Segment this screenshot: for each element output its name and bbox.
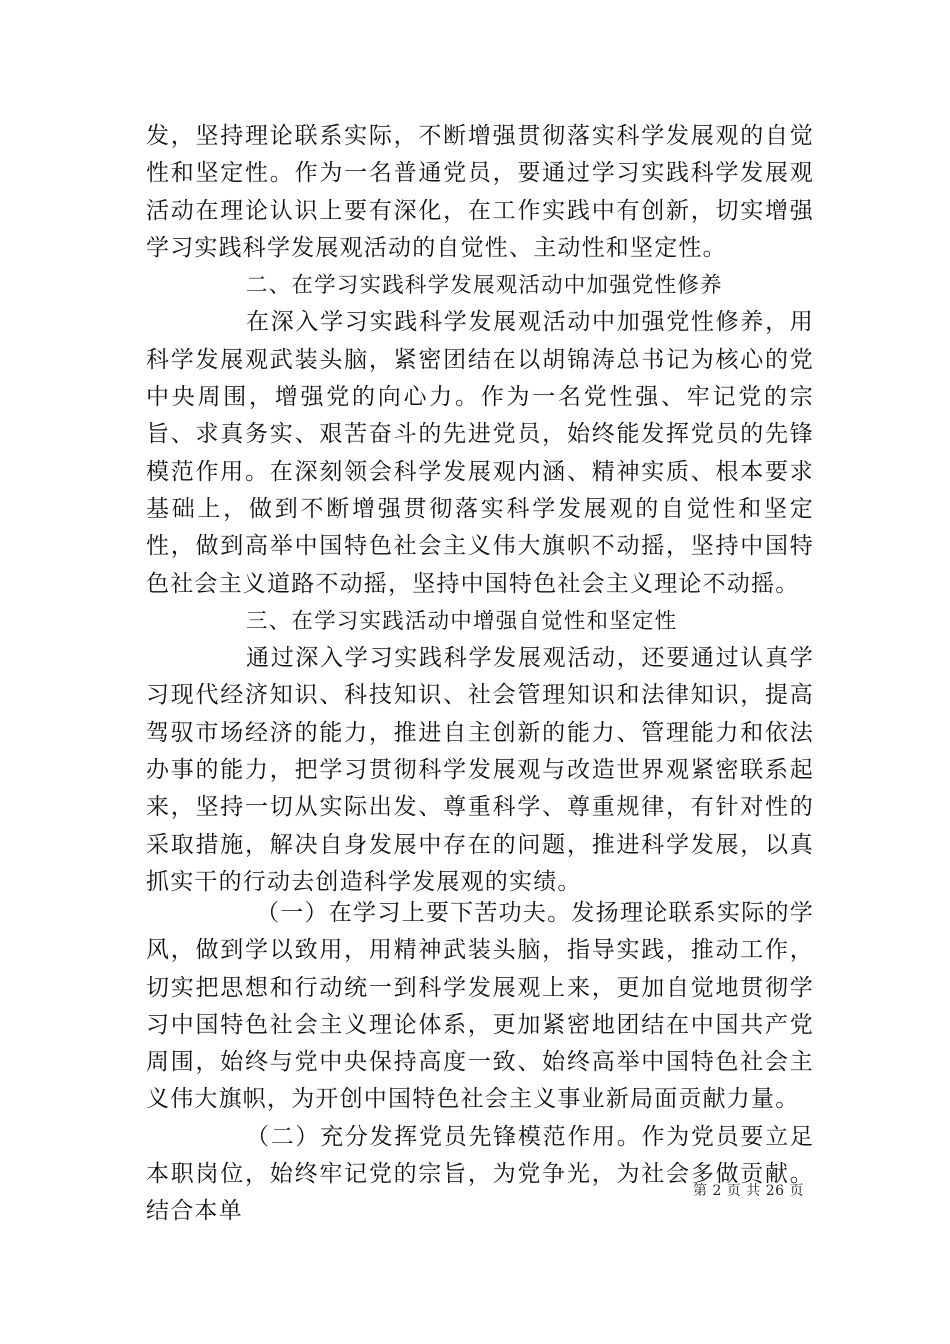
paragraph-4: （一）在学习上要下苦功夫。发扬理论联系实际的学风，做到学以致用，用精神武装头脑，指导实践，推动工作，切实把思想和行动统一到科学发展观上来，更加自觉地贯彻学习中国特色社会主义理论体系，更加紧密地团结在中国共产党周围，始终与党中央保持高度一致、始终高举中国特色社会主义伟大旗帜，为开创中国特色社会主义事业新局面贡献力量。 [146,900,814,1113]
section-heading-3: 三、在学习实践活动中增强自觉性和坚定性 [246,608,678,634]
page-number: 第 2 页 共 26 页 [693,1183,804,1199]
section-heading-2: 二、在学习实践科学发展观活动中加强党性修养 [246,273,723,299]
paragraph-continued: 发，坚持理论联系实际，不断增强贯彻落实科学发展观的自觉性和坚定性。作为一名普通党员，要通过学习实践科学发展观活动在理论认识上要有深化，在工作实践中有创新，切实增强学习实践科学发展观活动的自觉性、主动性和坚定性。 [146,123,814,261]
paragraph-2: 在深入学习实践科学发展观活动中加强党性修养，用科学发展观武装头脑，紧密团结在以胡锦涛总书记为核心的党中央周围，增强党的向心力。作为一名党性强、牢记党的宗旨、求真务实、艰苦奋斗的先进党员，始终能发挥党员的先锋模范作用。在深刻领会科学发展观内涵、精神实质、根本要求基础上，做到不断增强贯彻落实科学发展观的自觉性和坚定性，做到高举中国特色社会主义伟大旗帜不动摇，坚持中国特色社会主义道路不动摇，坚持中国特色社会主义理论不动摇。 [146,309,814,597]
paragraph-3: 通过深入学习实践科学发展观活动，还要通过认真学习现代经济知识、科技知识、社会管理知识和法律知识，提高驾驭市场经济的能力，推进自主创新的能力、管理能力和依法办事的能力，把学习贯彻科学发展观与改造世界观紧密联系起来，坚持一切从实际出发、尊重科学、尊重规律，有针对性的采取措施，解决自身发展中存在的问题，推进科学发展，以真抓实干的行动去创造科学发展观的实绩。 [146,645,814,895]
body-text [146,118,814,901]
paragraph-5: （二）充分发挥党员先锋模范作用。作为党员要立足本职岗位，始终牢记党的宗旨，为党争光，为社会多做贡献。结合本单 [146,1123,814,1225]
